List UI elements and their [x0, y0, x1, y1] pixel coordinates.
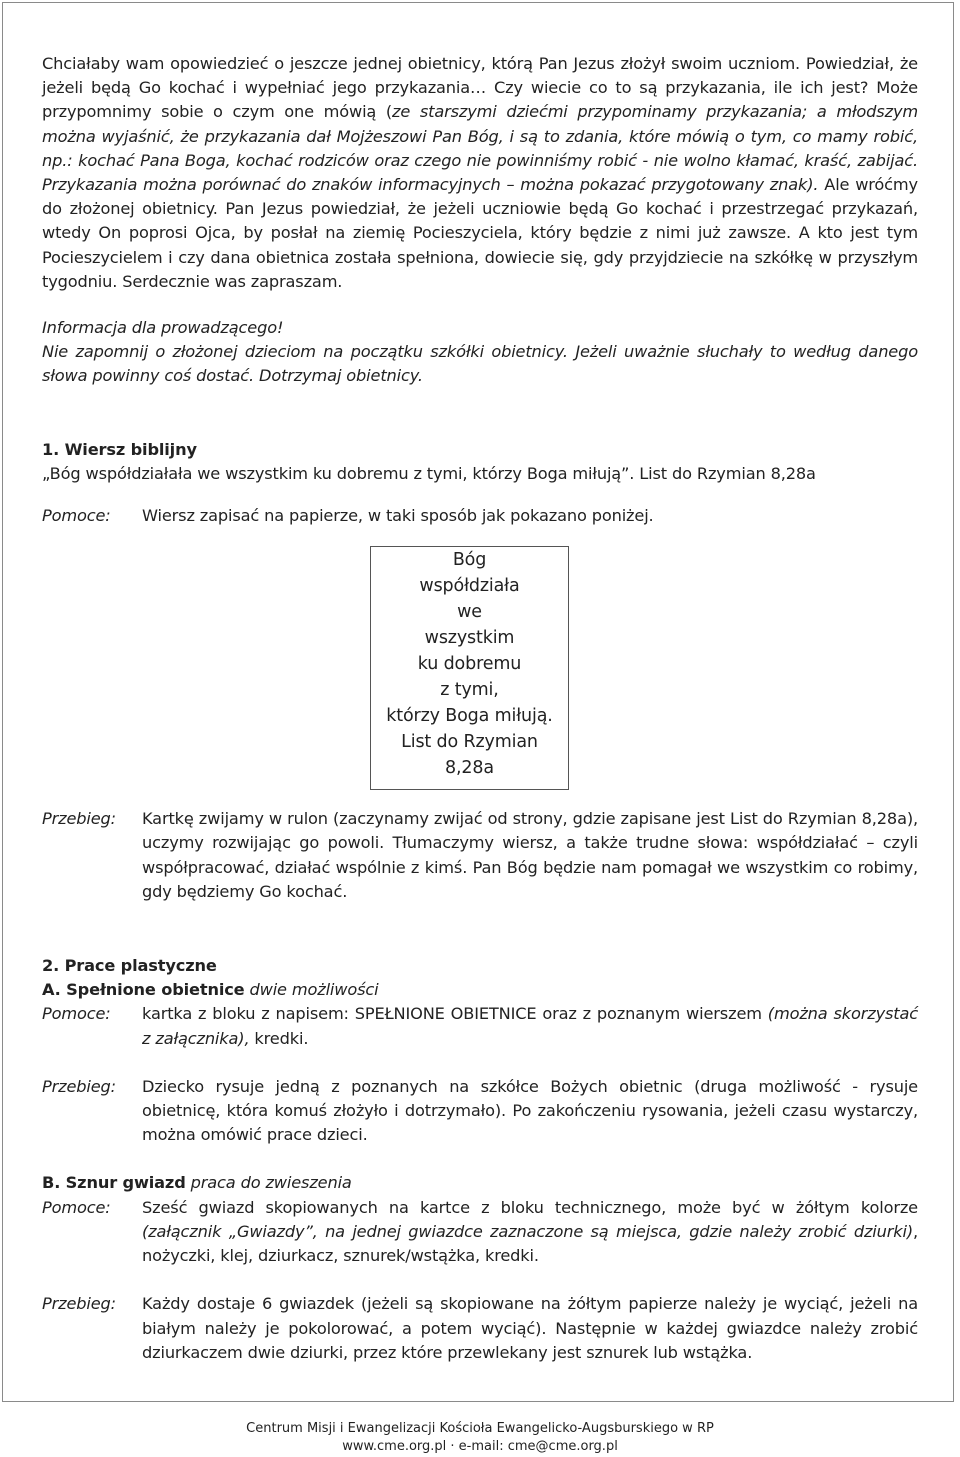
przebieg-text: Kartkę zwijamy w rulon (zaczynamy zwijać od strony, gdzie zapisane jest List do Rzymian 8,28a), uczymy rozwijając go powoli. Tłumaczymy wiersz, a także trudne słowa: współdziałać – czyli współpracować, działać wspólnie z kimś. Pan Bóg będzie nam pomagał we wszystkim co robimy, gdy będziemy Go kochać.	[142, 809, 918, 901]
pomoce-text	[142, 1196, 918, 1269]
przebieg-text: Dziecko rysuje jedną z poznanych na szkółce Bożych obietnic (druga możliwość - rysuje obietnicę, która komuś złożyło i dotrzymało). Po zakończeniu rysowania, jeżeli czasu wystarczy, można omówić prace dzieci.	[142, 1076, 918, 1145]
intro-paragraph	[42, 52, 918, 294]
section2-heading: 2. Prace plastyczne	[42, 956, 217, 976]
verse-box-line: 8,28a	[445, 758, 494, 779]
pomoce-label: Pomoce:	[42, 1004, 111, 1024]
przebieg-label: Przebieg:	[42, 809, 116, 829]
przebieg-text: Każdy dostaje 6 gwiazdek (jeżeli są skopiowane na żółtym papierze należy je wyciąć, jeżeli na białym należy je pokolorować, a potem wyciąć). Następnie w każdej gwiazdce należy zrobić dziurkaczem dwie dziurki, przez które przewlekany jest sznurek lub wstążka.	[142, 1294, 918, 1362]
pomoce-text-main: kartka z bloku z napisem: SPEŁNIONE OBIETNICE oraz z poznanym wierszem	[142, 1004, 768, 1024]
section2a-subtitle: dwie możliwości	[249, 980, 379, 1000]
pomoce-label: Pomoce:	[42, 506, 111, 526]
footer	[0, 1420, 960, 1456]
section2a-heading: A. Spełnione obietnice	[42, 980, 245, 1000]
intro-text-italic: ze starszymi dziećmi przypominamy przykazania; a młodszym można wyjaśnić, że przykazania dał Mojżeszowi Pan Bóg, i są to zdania, które mówią o tym, co mamy robić, np.: kochać Pana Boga, kochać rodziców oraz czego nie powinniśmy robić - nie wolno kłamać, kraść, zabijać. Przykazania można porównać do znaków informacyjnych – można pokazać przygotowany znak).	[42, 102, 918, 195]
przebieg-label: Przebieg:	[42, 1294, 116, 1314]
section1-pomoce-row	[42, 504, 918, 528]
leader-info-text: Nie zapomnij o złożonej dzieciom na początku szkółki obietnicy. Jeżeli uważnie słuchały to według danego słowa powinny coś dostać. Dotrzymaj obietnicy.	[42, 342, 918, 386]
leader-info-heading: Informacja dla prowadzącego!	[42, 318, 284, 338]
pomoce-text-main: Sześć gwiazd skopiowanych na kartce z bloku technicznego, może być w żółtym kolorze	[142, 1197, 918, 1217]
intro-text-a: Chciałaby wam opowiedzieć o jeszcze jednej obietnicy, którą Pan Jezus złożył swoim uczniom. Powiedział, że jeżeli będą Go kochać i wypełniać jego przykazania… Czy wiecie co to są przykazania, ile ich jest? Może przypomnimy sobie o czym one mówią (	[42, 54, 918, 122]
footer-contact: www.cme.org.pl · e-mail: cme@cme.org.pl	[342, 1439, 618, 1454]
section2b-przebieg-row	[42, 1292, 918, 1365]
verse-box-line: współdziała	[419, 576, 520, 597]
section2a-przebieg-row	[42, 1075, 918, 1148]
document-body	[42, 52, 918, 1365]
pomoce-text-end: kredki.	[249, 1028, 309, 1048]
verse-box-line: Bóg	[452, 550, 487, 571]
verse-box-line: wszystkim	[424, 628, 515, 649]
verse-box-line: z tymi,	[440, 680, 499, 701]
bible-verse: „Bóg współdziałała we wszystkim ku dobremu z tymi, którzy Boga miłują”. List do Rzymian 8,28a	[42, 463, 816, 483]
section2a-pomoce-row	[42, 1002, 918, 1050]
verse-box-line: którzy Boga miłują.	[386, 706, 553, 727]
section2b-pomoce-row	[42, 1196, 918, 1269]
verse-box-line: ku dobremu	[417, 654, 522, 675]
footer-organization: Centrum Misji i Ewangelizacji Kościoła Ewangelicko-Augsburskiego w RP	[246, 1421, 714, 1436]
section2b-heading-line	[42, 1171, 918, 1195]
section2b-heading: B. Sznur gwiazd	[42, 1173, 186, 1193]
pomoce-text: Wiersz zapisać na papierze, w taki sposób jak pokazano poniżej.	[142, 506, 654, 526]
verse-box-line: we	[457, 602, 482, 623]
section2a-heading-line	[42, 978, 918, 1002]
pomoce-text-end: , nożyczki, klej, dziurkacz, sznurek/wstążka, kredki.	[142, 1221, 918, 1266]
section2b-subtitle: praca do zwieszenia	[190, 1173, 352, 1193]
pomoce-text	[142, 1002, 918, 1050]
section1-przebieg-row	[42, 807, 918, 904]
intro-text-b: Ale wróćmy do złożonej obietnicy. Pan Jezus powiedział, że jeżeli uczniowie będą Go kochać i przestrzegać przykazań, wtedy On poprosi Ojca, by posłał na ziemię Pocieszyciela, który będzie z nimi już zawsze. A kto jest tym Pocieszycielem i czy dana obietnica została spełniona, dowiecie się, gdy przyjdziecie na szkółkę w przyszłym tygodniu. Serdecznie was zapraszam.	[42, 175, 918, 291]
pomoce-text-italic: (można skorzystać z załącznika),	[142, 1004, 918, 1048]
pomoce-label: Pomoce:	[42, 1197, 111, 1217]
pomoce-text-italic: (załącznik „Gwiazdy”, na jednej gwiazdce zaznaczone są miejsca, gdzie należy zrobić dziurki)	[142, 1221, 913, 1241]
verse-box	[370, 546, 569, 790]
verse-box-line: List do Rzymian	[401, 732, 538, 753]
przebieg-label: Przebieg:	[42, 1076, 116, 1096]
section1-heading: 1. Wiersz biblijny	[42, 439, 197, 459]
